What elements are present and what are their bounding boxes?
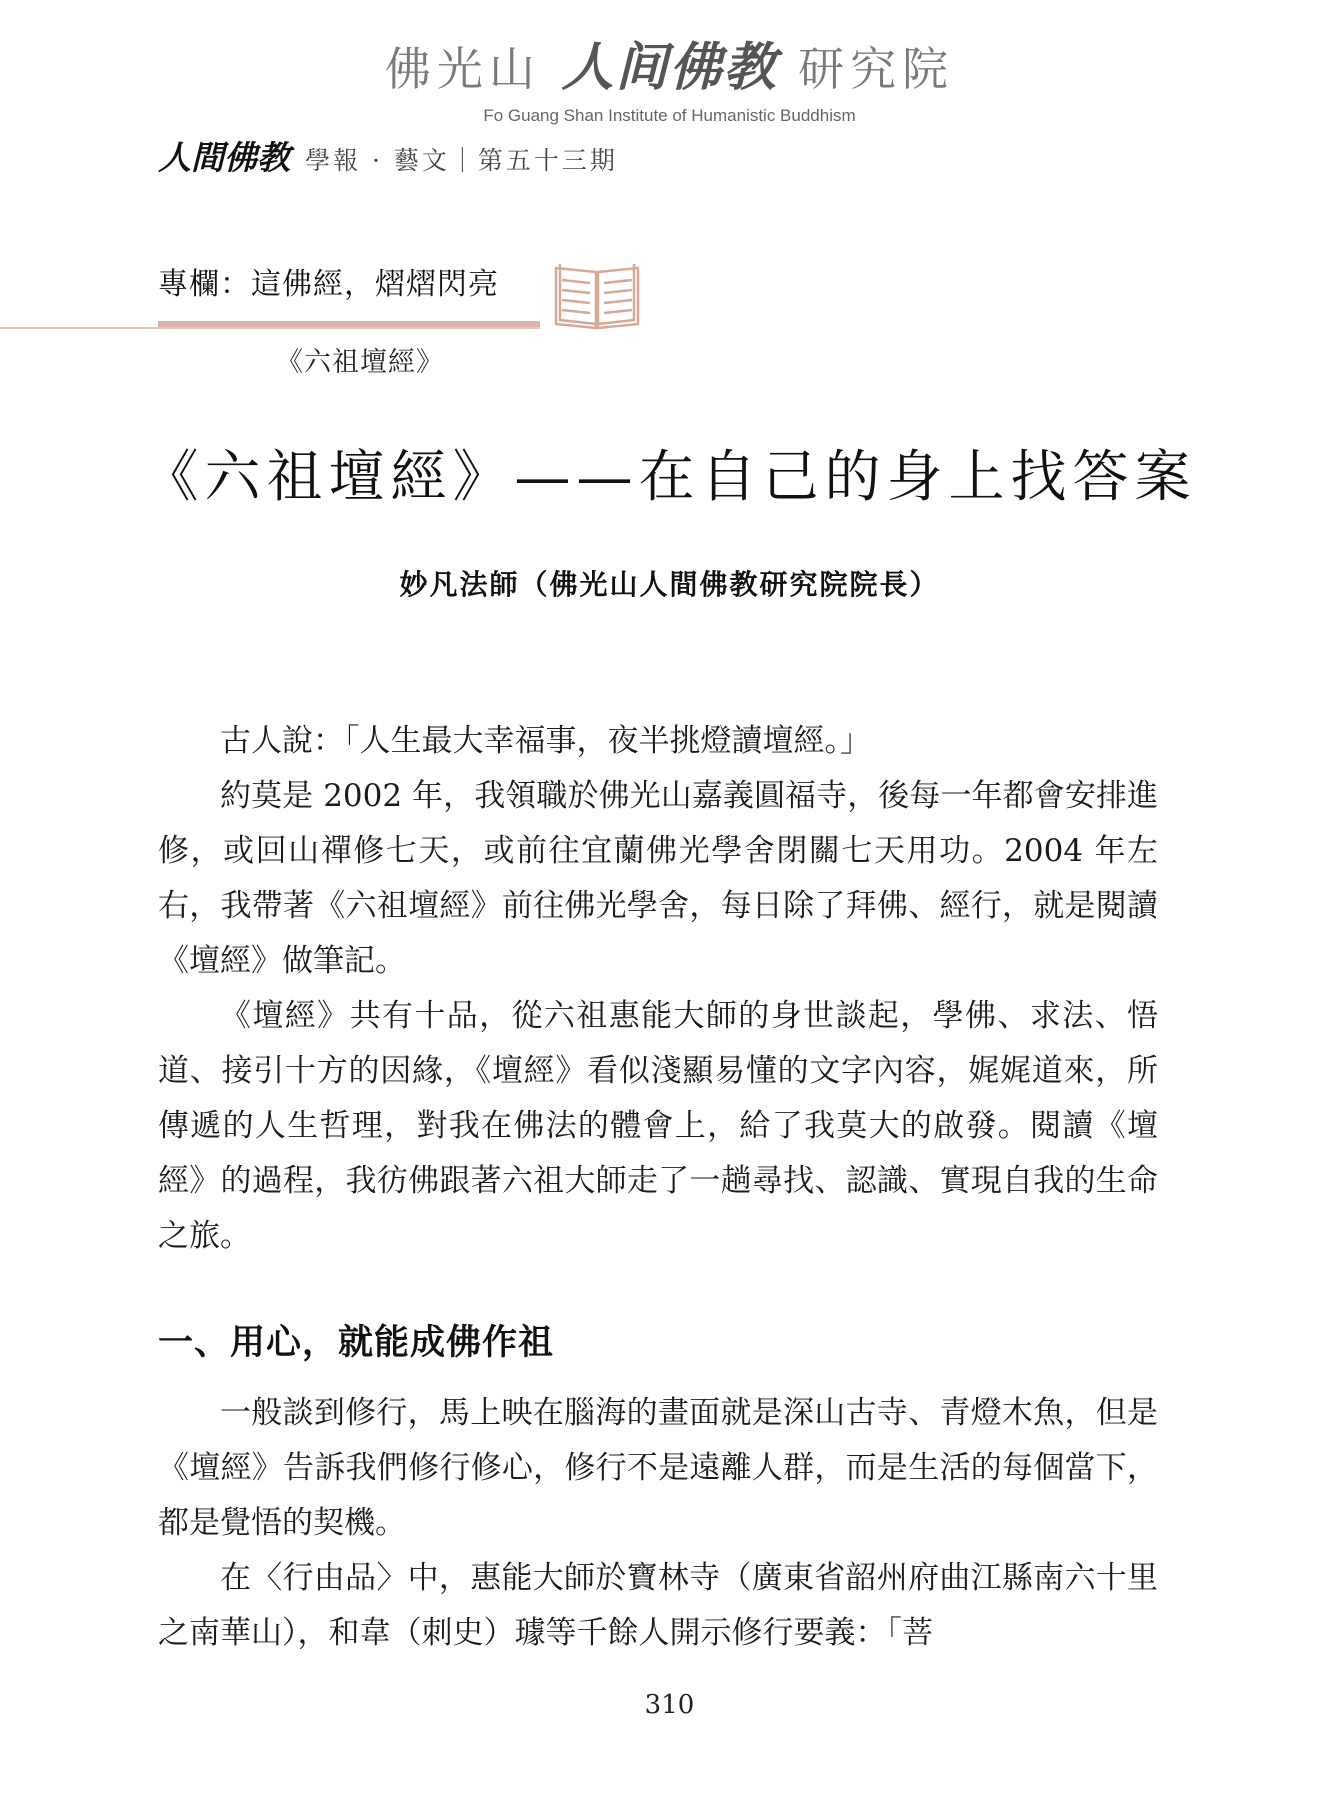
article-author: 妙凡法師（佛光山人間佛教研究院院長） — [399, 568, 940, 601]
section-heading: 一、用心，就能成佛作祖 — [158, 1322, 555, 1363]
institute-name-en: Fo Guang Shan Institute of Humanistic Buddhism — [483, 106, 856, 125]
institute-logo-cn — [0, 38, 1339, 99]
article-intro — [158, 714, 1158, 1264]
open-book-icon — [552, 258, 642, 330]
section-body — [158, 1386, 1158, 1661]
column-label: 專欄：這佛經，熠熠閃亮 — [158, 267, 499, 302]
column-underline — [158, 321, 540, 327]
paragraph: 約莫是 2002 年，我領職於佛光山嘉義圓福寺，後每一年都會安排進修，或回山禪修七天，或前往宜蘭佛光學舍閉關七天用功。2004 年左右，我帶著《六祖壇經》前往佛光學舍，每日除了拜佛、經行，就是閱讀《壇經》做筆記。 — [158, 778, 1158, 979]
journal-issue: 學報 · 藝文｜第五十三期 — [305, 146, 618, 175]
column-divider — [0, 327, 540, 329]
paragraph: 在〈行由品〉中，惠能大師於寶林寺（廣東省韶州府曲江縣南六十里之南華山），和韋（刺史）璩等千餘人開示修行要義：「菩 — [158, 1560, 1158, 1651]
page-number: 310 — [644, 1690, 695, 1720]
article-title: 《六祖壇經》——在自己的身上找答案 — [142, 445, 1197, 510]
institute-name-suffix: 研究院 — [798, 42, 955, 96]
paragraph: 《壇經》共有十品，從六祖惠能大師的身世談起，學佛、求法、悟道、接引十方的因緣，《壇經》看似淺顯易懂的文字內容，娓娓道來，所傳遞的人生哲理，對我在佛法的體會上，給了我莫大的啟發。閱讀《壇經》的過程，我彷佛跟著六祖大師走了一趟尋找、認識、實現自我的生命之旅。 — [158, 998, 1158, 1254]
institute-name-prefix: 佛光山 — [384, 42, 541, 96]
paragraph: 一般談到修行，馬上映在腦海的畫面就是深山古寺、青燈木魚，但是《壇經》告訴我們修行修心，修行不是遠離人群，而是生活的每個當下，都是覺悟的契機。 — [158, 1395, 1158, 1541]
paragraph: 古人說：「人生最大幸福事，夜半挑燈讀壇經。」 — [220, 723, 871, 759]
journal-brand: 人間佛教 — [158, 138, 290, 177]
column-sub-label: 《六祖壇經》 — [276, 347, 444, 378]
institute-name-brand: 人间佛教 — [561, 37, 778, 98]
journal-header — [158, 136, 618, 186]
